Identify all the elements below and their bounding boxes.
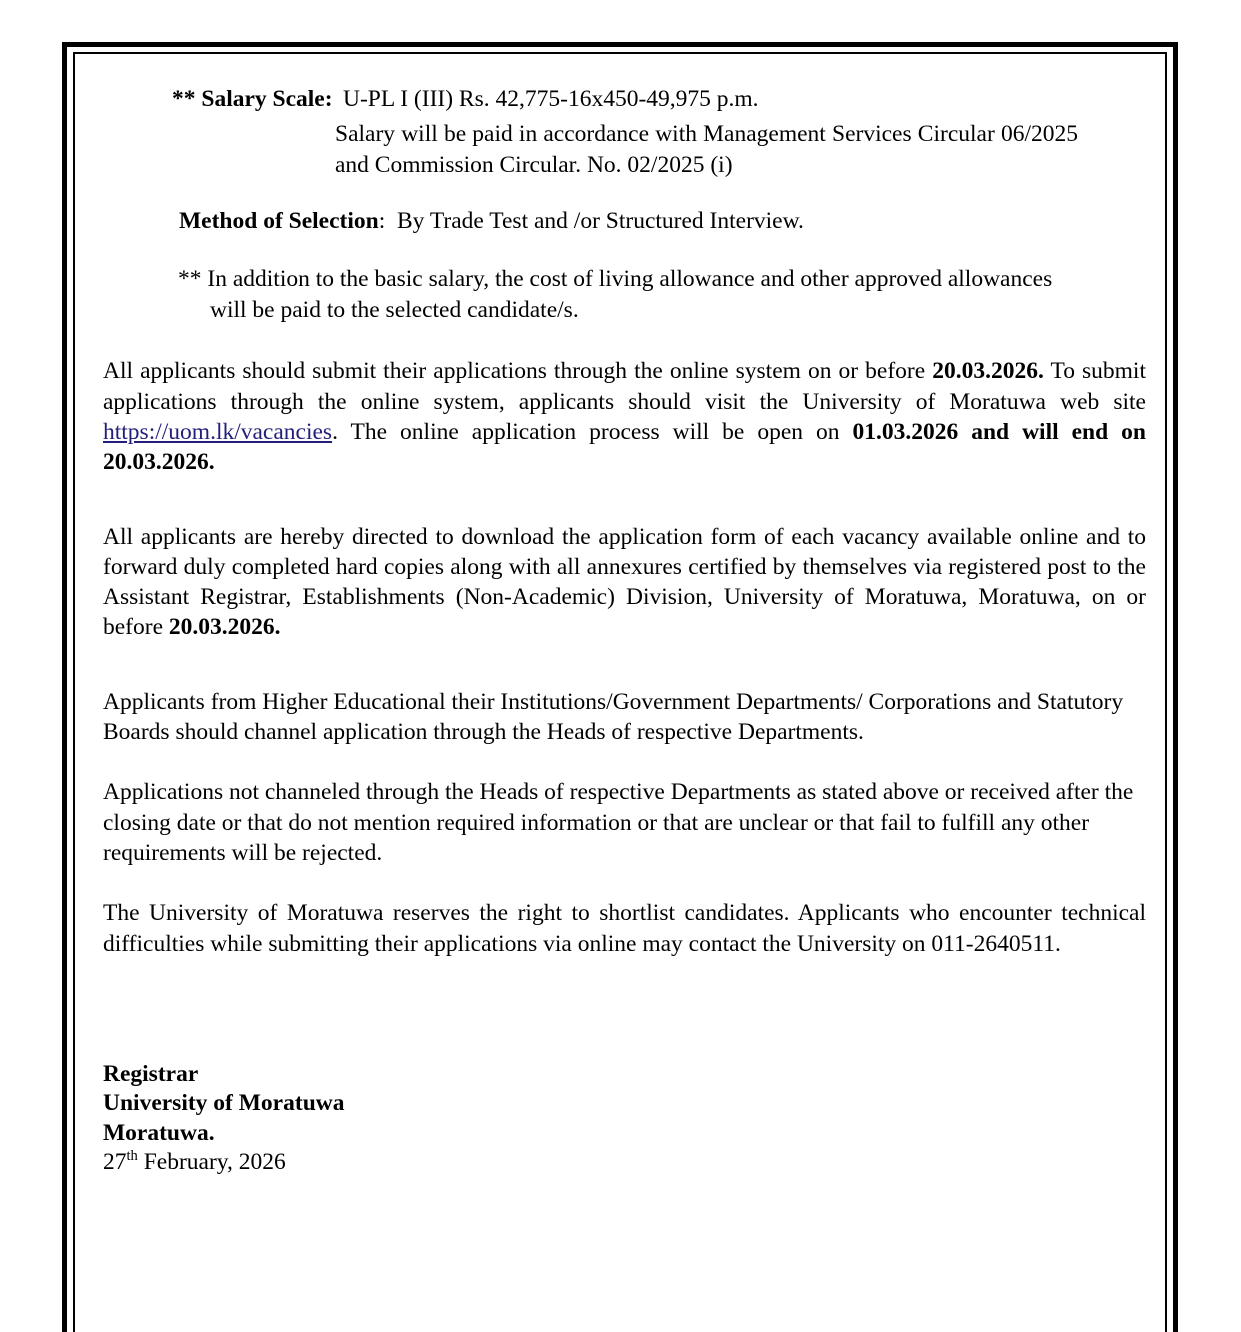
signature-date (103, 1148, 344, 1177)
signature-place: Moratuwa. (103, 1119, 215, 1146)
method-of-selection-row (103, 206, 1146, 236)
method-of-selection-separator: : (378, 207, 386, 234)
hard-copy-deadline: 20.03.2026. (168, 614, 281, 641)
salary-scale-amount: U-PL I (III) Rs. 42,775-16x450-49,975 p.m. (343, 86, 759, 112)
online-submission-deadline: 20.03.2026. (932, 358, 1044, 385)
vacancies-link[interactable]: https://uom.lk/vacancies (103, 418, 333, 445)
paragraph-hard-copy (103, 522, 1146, 643)
signature-date-day: 27 (103, 1149, 127, 1176)
salary-scale-note: Salary will be paid in accordance with Management Services Circular 06/2025 and Commission Circular. No. 02/2025 (i) (335, 121, 1078, 178)
signature-organisation: University of Moratuwa (103, 1090, 345, 1117)
signature-block (103, 1060, 344, 1178)
signature-date-suffix: th (126, 1148, 138, 1165)
document-body (103, 84, 1146, 959)
signature-date-rest: February, 2026 (137, 1149, 286, 1176)
allowance-note (103, 264, 1146, 326)
online-submission-open-window: 01.03.2026 and will end on 20.03.2026. (103, 418, 1147, 476)
salary-scale-row (103, 84, 1146, 180)
paragraph-shortlist-and-contact: The University of Moratuwa reserves the right to shortlist candidates. Applicants who encounter technical difficulties while submitting their applications via online may contact the University on 011-2640511. (103, 900, 1146, 957)
hard-copy-text: All applicants are hereby directed to download the application form of each vacancy available online and to forward duly completed hard copies along with all annexures certified by themselves via registered post to the Assistant Registrar, Establishments (Non-Academic) Division, University of Moratuwa, Moratuwa, on or before (103, 523, 1146, 641)
online-submission-text-2: To submit applications through the online system, applicants should visit the University of Moratuwa web site (103, 358, 1146, 415)
method-of-selection-value: By Trade Test and /or Structured Interview. (397, 207, 804, 234)
paragraph-channel-through-heads: Applicants from Higher Educational their Institutions/Government Departments/ Corporations and Statutory Boards should channel application through the Heads of respective Departments. (103, 688, 1124, 746)
allowance-note-line1: ** In addition to the basic salary, the cost of living allowance and other approved allowances (178, 266, 1053, 293)
paragraph-rejection-conditions: Applications not channeled through the Heads of respective Departments as stated above or received after the closing date or that do not mention required information or that are unclear or that fail to fulfill any other requirements will be rejected. (103, 779, 1134, 867)
salary-scale-value-column (335, 84, 1146, 180)
paragraph-online-submission (103, 356, 1146, 477)
online-submission-text-3: . The online application process will be open on (332, 418, 853, 445)
method-of-selection-label: Method of Selection (179, 207, 379, 234)
signature-title: Registrar (103, 1061, 199, 1087)
salary-scale-label: ** Salary Scale: (172, 86, 333, 112)
online-submission-text-1: All applicants should submit their applications through the online system on or before (103, 358, 933, 385)
allowance-note-line2: will be paid to the selected candidate/s. (210, 297, 579, 324)
